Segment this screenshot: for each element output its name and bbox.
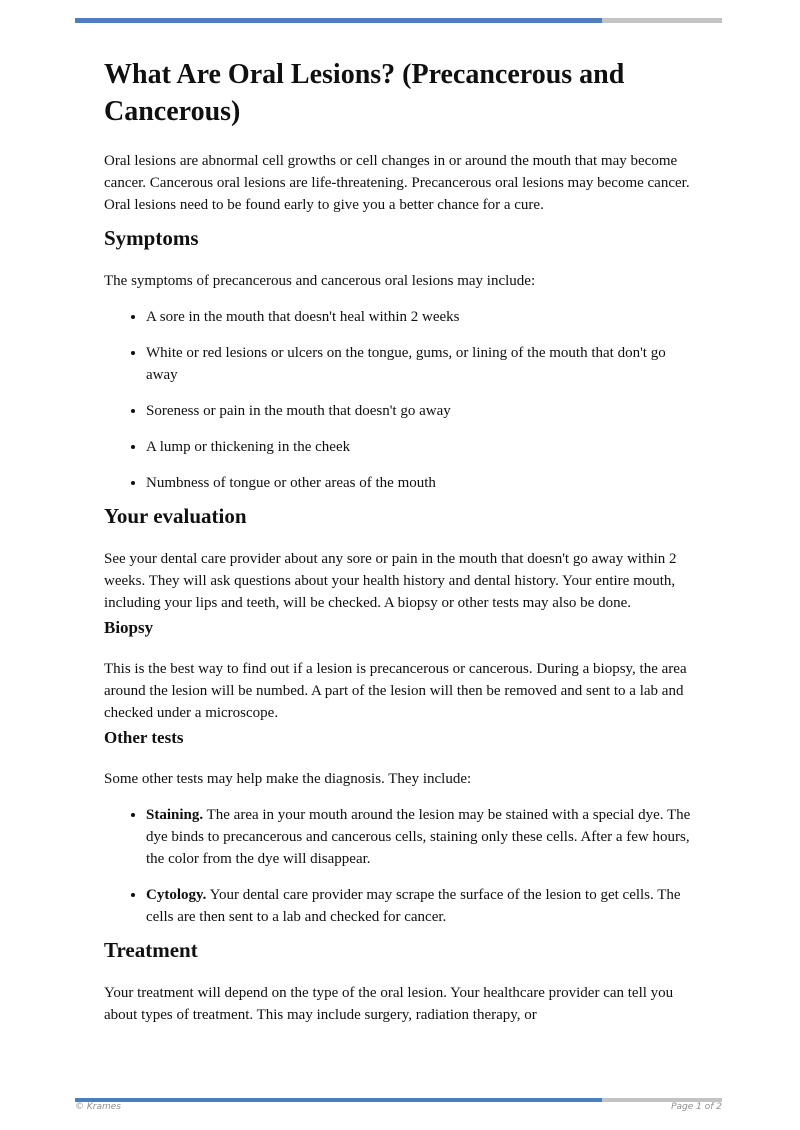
list-item: • A lump or thickening in the cheek (146, 436, 700, 458)
list-item (146, 884, 700, 928)
header-rule (75, 18, 722, 23)
section-heading-treatment: Treatment (104, 938, 198, 962)
term-label: Staining. (146, 807, 204, 823)
section-heading-symptoms: Symptoms (104, 226, 199, 250)
list-item (146, 804, 700, 870)
list-item: • White or red lesions or ulcers on the tongue, gums, or lining of the mouth that don't go away (146, 342, 700, 386)
page-indicator: Page 1 of 2 (671, 1102, 722, 1112)
header-rule-blue-segment (75, 18, 602, 23)
treatment-paragraph: Your treatment will depend on the type of the oral lesion. Your healthcare provider can tell you about types of treatment. This may include surgery, radiation therapy, or (104, 985, 674, 1023)
symptoms-list (104, 306, 700, 494)
term-description: The area in your mouth around the lesion may be stained with a special dye. The dye binds to precancerous and cancerous cells, staining only these cells. After a few hours, the color from the dye will disappear. (146, 807, 691, 867)
list-item: • Soreness or pain in the mouth that doesn't go away (146, 400, 700, 422)
copyright-label: © Krames (75, 1102, 121, 1112)
subsection-heading-other-tests: Other tests (104, 728, 184, 747)
page-title: What Are Oral Lesions? (Precancerous and Cancerous) (104, 59, 625, 127)
footer (75, 1102, 722, 1112)
list-item: • Numbness of tongue or other areas of the mouth (146, 472, 700, 494)
symptoms-lead: The symptoms of precancerous and cancerous oral lesions may include: (104, 273, 536, 289)
subsection-heading-biopsy: Biopsy (104, 618, 154, 637)
intro-paragraph: Oral lesions are abnormal cell growths or cell changes in or around the mouth that may become cancer. Cancerous oral lesions are life-threatening. Precancerous oral lesions may become cancer. Oral lesions need to be found early to give you a better chance for a cure. (104, 153, 690, 213)
evaluation-paragraph: See your dental care provider about any sore or pain in the mouth that doesn't go away within 2 weeks. They will ask questions about your health history and dental history. Your entire mouth, including your lips and teeth, will be checked. A biopsy or other tests may also be done. (104, 551, 677, 611)
list-item: • A sore in the mouth that doesn't heal within 2 weeks (146, 306, 700, 328)
header-rule-gray-segment (602, 18, 722, 23)
term-description: Your dental care provider may scrape the surface of the lesion to get cells. The cells are then sent to a lab and checked for cancer. (146, 887, 681, 925)
section-heading-evaluation: Your evaluation (104, 504, 247, 528)
other-tests-lead: Some other tests may help make the diagnosis. They include: (104, 771, 472, 787)
other-tests-list (104, 804, 700, 928)
document-content (104, 56, 700, 1026)
term-label: Cytology. (146, 887, 207, 903)
biopsy-paragraph: This is the best way to find out if a lesion is precancerous or cancerous. During a biopsy, the area around the lesion will be numbed. A part of the lesion will then be removed and sent to a lab and checked under a microscope. (104, 661, 687, 721)
